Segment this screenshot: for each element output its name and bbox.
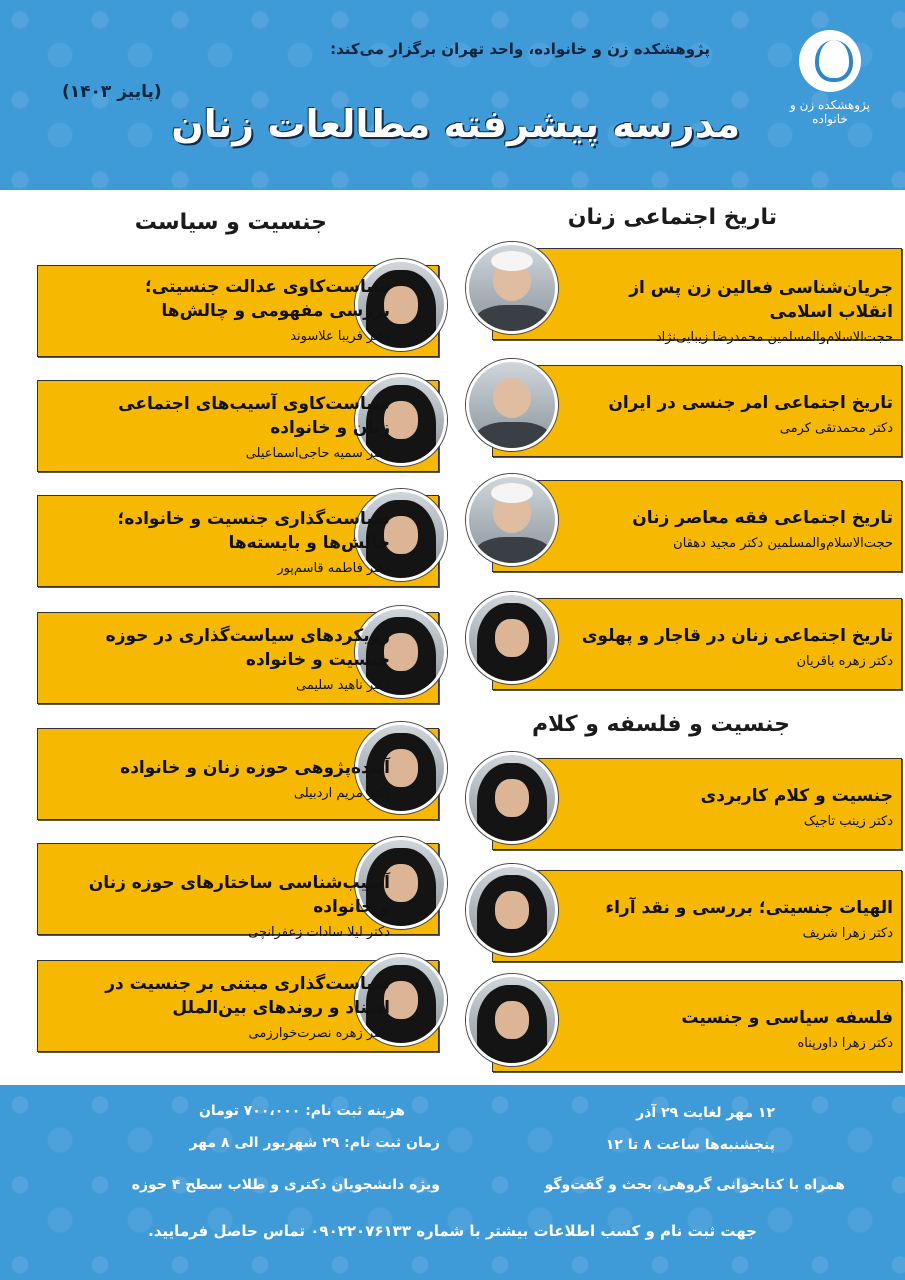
course-card	[37, 370, 482, 472]
section-gender-philosophy: جنسیت و فلسفه و کلام	[531, 712, 790, 737]
course-card	[37, 602, 482, 704]
speaker-name: دکتر لیلا سادات زعفرانچی	[248, 925, 390, 940]
speaker-name: دکتر ناهید سلیمی	[296, 678, 390, 693]
logo-text: پژوهشکده زن و خانواده	[789, 98, 871, 126]
course-dates: ۱۲ مهر لغایت ۲۹ آذر	[636, 1105, 775, 1121]
contact-line: جهت ثبت نام و کسب اطلاعات بیشتر با شماره ۰۹۰۲۲۰۷۶۱۳۳ تماس حاصل فرمایید.	[148, 1222, 757, 1240]
speaker-name: دکتر فریبا علاسوند	[290, 329, 390, 344]
course-title: تاریخ اجتماعی زنان در قاجار و پهلوی	[581, 626, 893, 646]
speaker-name: حجت‌الاسلام‌والمسلمین محمدرضا زیبایی‌نژاد	[655, 330, 893, 345]
institute-logo	[785, 30, 875, 126]
course-schedule: پنجشنبه‌ها ساعت ۸ تا ۱۲	[605, 1137, 775, 1153]
speaker-name: دکتر سمیه حاجی‌اسماعیلی	[245, 446, 390, 461]
course-card	[37, 718, 482, 820]
course-card	[462, 588, 905, 690]
section-social-history: تاریخ اجتماعی زنان	[567, 205, 777, 230]
course-card	[37, 950, 482, 1052]
course-format: همراه با کتابخوانی گروهی، بحث و گفت‌وگو	[544, 1177, 845, 1193]
organizer-line: پژوهشکده زن و خانواده، واحد تهران برگزار می‌کند:	[330, 40, 710, 58]
speaker-name: حجت‌الاسلام‌والمسلمین دکتر مجید دهقان	[673, 536, 893, 551]
speaker-name: دکتر مریم اردبیلی	[293, 786, 390, 801]
course-title: رویکردهای سیاست‌گذاری در حوزه جنسیت و خانواده	[105, 626, 390, 670]
logo-icon	[799, 30, 861, 92]
course-card	[37, 255, 482, 357]
speaker-name: دکتر زینب تاجیک	[803, 814, 893, 829]
fee-info: هزینه ثبت نام: ۷۰۰،۰۰۰ تومان	[198, 1103, 405, 1119]
course-title: سیاست‌گذاری مبتنی بر جنسیت در اسناد و روندهای بین‌الملل	[105, 974, 390, 1018]
course-title: تاریخ اجتماعی فقه معاصر زنان	[632, 508, 893, 528]
speaker-name: دکتر زهرا داورپناه	[797, 1036, 893, 1051]
term-label: (پاییز ۱۴۰۳)	[62, 82, 162, 102]
course-title: آینده‌پژوهی حوزه زنان و خانواده	[120, 758, 390, 778]
course-title: سیاست‌کاوی آسیب‌های اجتماعی زنان و خانواده	[118, 394, 390, 438]
registration-dates: زمان ثبت نام: ۲۹ شهریور الی ۸ مهر	[189, 1135, 440, 1151]
course-card	[37, 833, 482, 940]
course-title: سیاست‌کاوی عدالت جنسیتی؛ بررسی مفهومی و چالش‌ها	[144, 277, 390, 321]
course-title: تاریخ اجتماعی امر جنسی در ایران	[608, 393, 893, 413]
speaker-name: دکتر زهره نصرت‌خوارزمی	[248, 1026, 390, 1041]
course-title: فلسفه سیاسی و جنسیت	[681, 1008, 893, 1028]
speaker-name: دکتر زهرا شریف	[802, 926, 893, 941]
page-title: مدرسه پیشرفته مطالعات زنان	[171, 102, 740, 146]
speaker-name: دکتر زهره باقریان	[796, 654, 893, 669]
course-card	[462, 748, 905, 850]
course-card	[462, 238, 905, 345]
course-card	[462, 970, 905, 1072]
course-title: آسیب‌شناسی ساختارهای حوزه زنان و خانواده	[88, 873, 390, 917]
course-title: الهیات جنسیتی؛ بررسی و نقد آراء	[605, 898, 893, 918]
course-title: سیاست‌گذاری جنسیت و خانواده؛ چالش‌ها و بایسته‌ها	[117, 509, 390, 553]
course-card	[462, 860, 905, 962]
header-band	[0, 0, 905, 190]
course-card	[37, 485, 482, 587]
section-gender-politics: جنسیت و سیاست	[134, 210, 327, 235]
course-title: جریان‌شناسی فعالین زن پس از انقلاب اسلامی	[629, 278, 893, 322]
footer-band	[0, 1085, 905, 1280]
course-title: جنسیت و کلام کاربردی	[700, 786, 893, 806]
course-card	[462, 470, 905, 572]
speaker-name: دکتر محمدتقی کرمی	[779, 421, 893, 436]
course-card	[462, 355, 905, 457]
audience-info: ویژه دانشجویان دکتری و طلاب سطح ۴ حوزه	[131, 1177, 440, 1193]
speaker-name: دکتر فاطمه قاسم‌پور	[277, 561, 390, 576]
